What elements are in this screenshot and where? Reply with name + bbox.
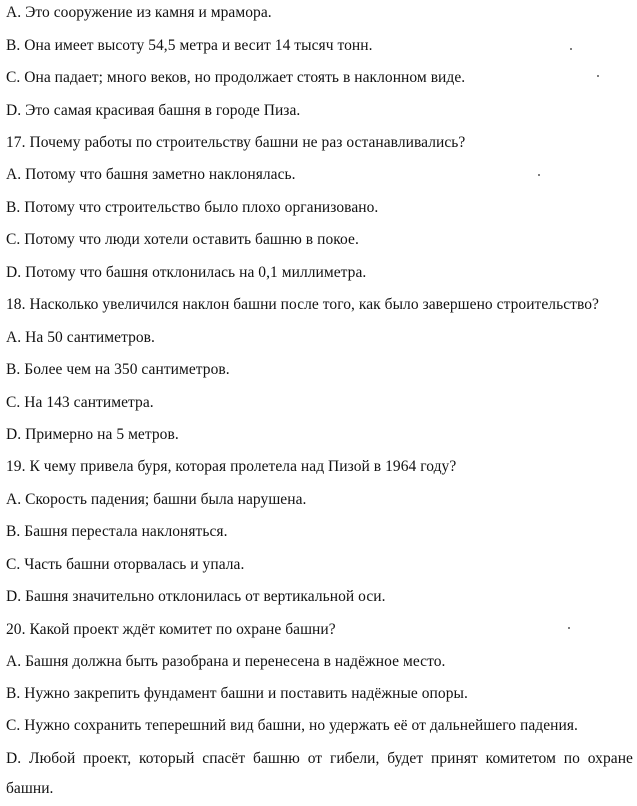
q20-option-c: C. Нужно сохранить теперешний вид башни, но удержать её от дальнейшего падения. <box>6 717 578 734</box>
q20-option-a: A. Башня должна быть разобрана и перенесена в надёжное место. <box>6 653 446 670</box>
q18-option-d: D. Примерно на 5 метров. <box>6 426 179 443</box>
q17-option-a: A. Потому что башня заметно наклонялась. <box>6 166 296 183</box>
scan-speck <box>568 627 570 629</box>
q19-option-b: B. Башня перестала наклоняться. <box>6 523 228 540</box>
q17-option-d: D. Потому что башня отклонилась на 0,1 миллиметра. <box>6 264 367 281</box>
q18-option-c: C. На 143 сантиметра. <box>6 394 154 411</box>
question-19: 19. К чему привела буря, которая пролетела над Пизой в 1964 году? <box>6 458 457 475</box>
q19-option-d: D. Башня значительно отклонилась от вертикальной оси. <box>6 588 386 605</box>
q20-option-b: B. Нужно закрепить фундамент башни и поставить надёжные опоры. <box>6 685 468 702</box>
question-18: 18. Насколько увеличился наклон башни после того, как было завершено строительство? <box>6 296 599 313</box>
scan-speck <box>597 75 599 77</box>
q20-option-d: D. Любой проект, который спасёт башню от гибели, будет принят комитетом по охране <box>6 750 633 767</box>
q16-option-c: C. Она падает; много веков, но продолжает стоять в наклонном виде. <box>6 69 466 86</box>
q17-option-b: B. Потому что строительство было плохо организовано. <box>6 199 379 216</box>
q16-option-b: B. Она имеет высоту 54,5 метра и весит 14 тысяч тонн. <box>6 37 373 54</box>
question-17: 17. Почему работы по строительству башни не раз останавливались? <box>6 134 466 151</box>
q18-option-b: B. Более чем на 350 сантиметров. <box>6 361 230 378</box>
q16-option-d: D. Это самая красивая башня в городе Пиза. <box>6 102 301 119</box>
q20-option-d-continued: башни. <box>6 780 54 797</box>
question-20: 20. Какой проект ждёт комитет по охране башни? <box>6 621 336 638</box>
q16-option-a: A. Это сооружение из камня и мрамора. <box>6 4 272 21</box>
scan-speck <box>538 174 540 176</box>
q17-option-c: C. Потому что люди хотели оставить башню в покое. <box>6 231 359 248</box>
q19-option-a: A. Скорость падения; башни была нарушена. <box>6 491 307 508</box>
q18-option-a: A. На 50 сантиметров. <box>6 329 155 346</box>
scan-speck <box>570 48 572 50</box>
q19-option-c: C. Часть башни оторвалась и упала. <box>6 556 245 573</box>
